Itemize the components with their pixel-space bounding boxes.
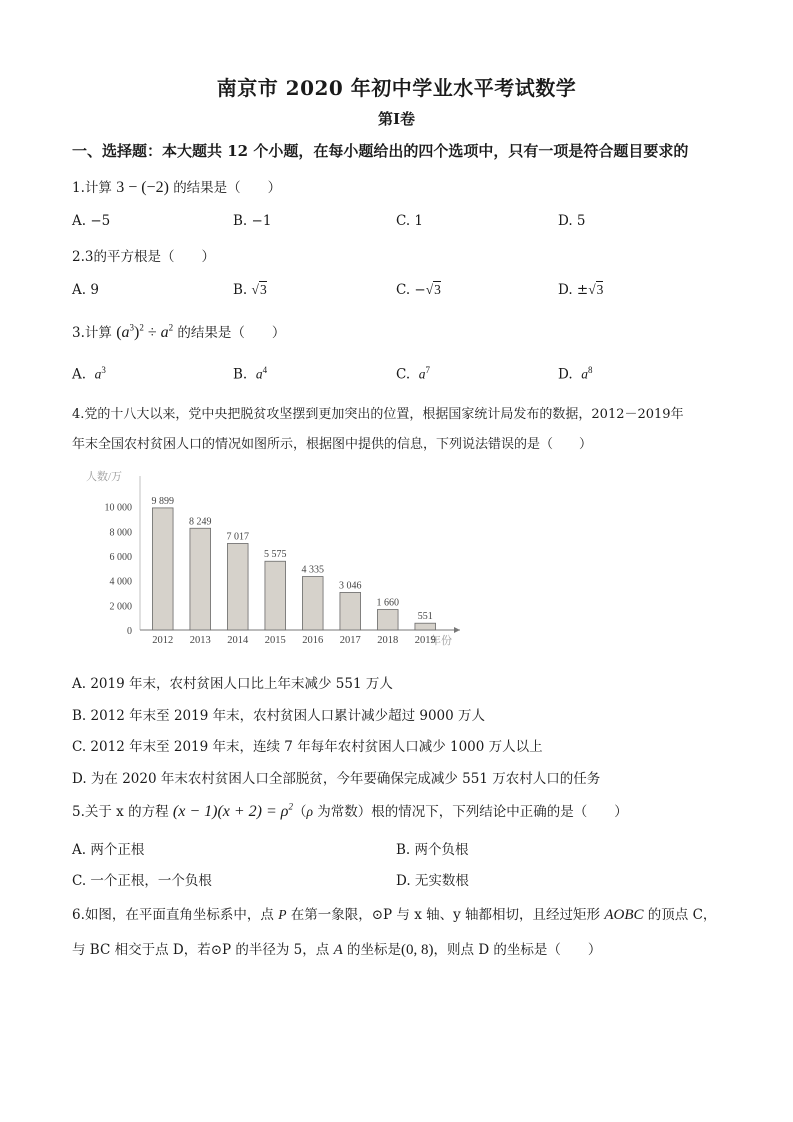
value-label-2017: 3 046	[339, 580, 362, 592]
q5-option-a[interactable]: A. 两个正根	[72, 842, 145, 858]
bar-2013	[190, 528, 211, 630]
q1-option-c[interactable]: C. 1	[396, 213, 424, 229]
bar-2015	[265, 561, 286, 630]
poverty-bar-chart	[80, 462, 470, 652]
q3-option-b[interactable]: B. $a^4$	[233, 365, 268, 383]
y-tick-label: 2 000	[109, 601, 132, 613]
q3-expression: $(a^3)^2 \div a^2$	[116, 322, 174, 341]
question-6-line-2: 与 BC 相交于点 D，若⊙P 的半径为 5，点 A 的坐标是(0, 8)，则点 D 的坐标是（ ）	[72, 942, 602, 958]
question-4-line-2: 年末全国农村贫困人口的情况如图所示，根据图中提供的信息，下列说法错误的是（ ）	[72, 437, 593, 452]
x-tick-label-2018: 2018	[377, 635, 399, 646]
y-tick-label: 10 000	[104, 502, 132, 514]
bar-2019	[415, 623, 436, 630]
y-axis-label: 人数/万	[86, 471, 123, 483]
q3-option-a[interactable]: A. $a^3$	[72, 365, 106, 383]
q2-option-c[interactable]: C. −√3	[396, 282, 441, 298]
q2-option-b[interactable]: B. √3	[233, 282, 267, 298]
q2-option-d[interactable]: D. ±√3	[558, 282, 604, 298]
sqrt-symbol: √3	[425, 282, 441, 297]
q5-option-b[interactable]: B. 两个负根	[396, 842, 469, 858]
question-1: 1.计算 3 − (−2) 的结果是（ ）	[72, 179, 282, 196]
x-tick-label-2013: 2013	[189, 635, 211, 646]
q4-option-a[interactable]: A. 2019 年末，农村贫困人口比上年末减少 551 万人	[72, 676, 393, 692]
value-label-2018: 1 660	[376, 597, 399, 609]
y-tick-label: 0	[127, 626, 132, 637]
q4-option-d[interactable]: D. 为在 2020 年末农村贫困人口全部脱贫，今年要确保完成减少 551 万农村人口的任务	[72, 771, 601, 787]
value-label-2016: 4 335	[301, 564, 324, 576]
y-tick-label: 4 000	[109, 576, 132, 588]
page-title: 南京市 2020 年初中学业水平考试数学	[216, 76, 577, 100]
question-5: 5.关于 x 的方程 $(x - 1)(x + 2) = \rho^2(\rho$ 为常数）根的情况下，下列结论中正确的是（ ）	[72, 801, 628, 820]
q1-option-b[interactable]: B. −1	[233, 213, 272, 229]
bar-2018	[377, 610, 398, 630]
y-tick-label: 8 000	[109, 527, 132, 539]
x-tick-label-2017: 2017	[339, 635, 361, 646]
q4-option-c[interactable]: C. 2012 年末至 2019 年末，连续 7 年每年农村贫困人口减少 1000 万人以上	[72, 739, 543, 755]
q1-expression: 3 − (−2)	[116, 179, 169, 196]
x-tick-label-2015: 2015	[264, 635, 286, 646]
x-tick-label-2012: 2012	[152, 635, 174, 646]
value-label-2015: 5 575	[264, 549, 287, 561]
volume-heading: 第Ⅰ卷	[377, 110, 416, 128]
sqrt-symbol: √3	[251, 282, 267, 297]
q3-option-d[interactable]: D. $a^8$	[558, 365, 593, 383]
x-axis-label: 年份	[430, 635, 452, 647]
q3-option-c[interactable]: C. $a^7$	[396, 365, 430, 383]
x-tick-label-2014: 2014	[227, 635, 249, 646]
x-tick-label-2019: 2019	[414, 635, 436, 646]
q5-option-c[interactable]: C. 一个正根，一个负根	[72, 873, 212, 889]
sqrt-symbol: √3	[588, 282, 604, 297]
question-6-line-1: 6.如图，在平面直角坐标系中，点 P 在第一象限，⊙P 与 x 轴、y 轴都相切，且经过矩形 AOBC 的顶点 C，	[72, 907, 717, 923]
value-label-2019: 551	[417, 611, 433, 623]
q1-option-d[interactable]: D. 5	[558, 213, 586, 229]
value-label-2014: 7 017	[226, 531, 249, 543]
q1-option-a[interactable]: A. −5	[72, 213, 111, 229]
bar-2012	[152, 508, 173, 630]
bar-2014	[227, 543, 248, 630]
bar-2017	[340, 592, 361, 630]
q5-option-d[interactable]: D. 无实数根	[396, 873, 469, 889]
x-tick-label-2016: 2016	[302, 635, 324, 646]
bar-2016	[302, 577, 323, 630]
x-axis-arrow	[454, 627, 460, 633]
q2-option-a[interactable]: A. 9	[72, 282, 99, 298]
question-2: 2.3的平方根是（ ）	[72, 249, 215, 265]
question-4-line-1: 4.党的十八大以来，党中央把脱贫攻坚摆到更加突出的位置，根据国家统计局发布的数据，2012－2019年	[72, 407, 684, 422]
question-3: 3.计算 $(a^3)^2 \div a^2$ 的结果是（ ）	[72, 322, 286, 341]
q4-option-b[interactable]: B. 2012 年末至 2019 年末，农村贫困人口累计减少超过 9000 万人	[72, 708, 486, 724]
y-tick-label: 6 000	[109, 552, 132, 563]
value-label-2012: 9 899	[151, 495, 174, 507]
section-heading: 一、选择题：本大题共 12 个小题，在每小题给出的四个选项中，只有一项是符合题目要求的	[72, 142, 689, 160]
value-label-2013: 8 249	[189, 516, 212, 528]
q5-equation: $(x - 1)(x + 2) = \rho^2$	[172, 801, 293, 820]
